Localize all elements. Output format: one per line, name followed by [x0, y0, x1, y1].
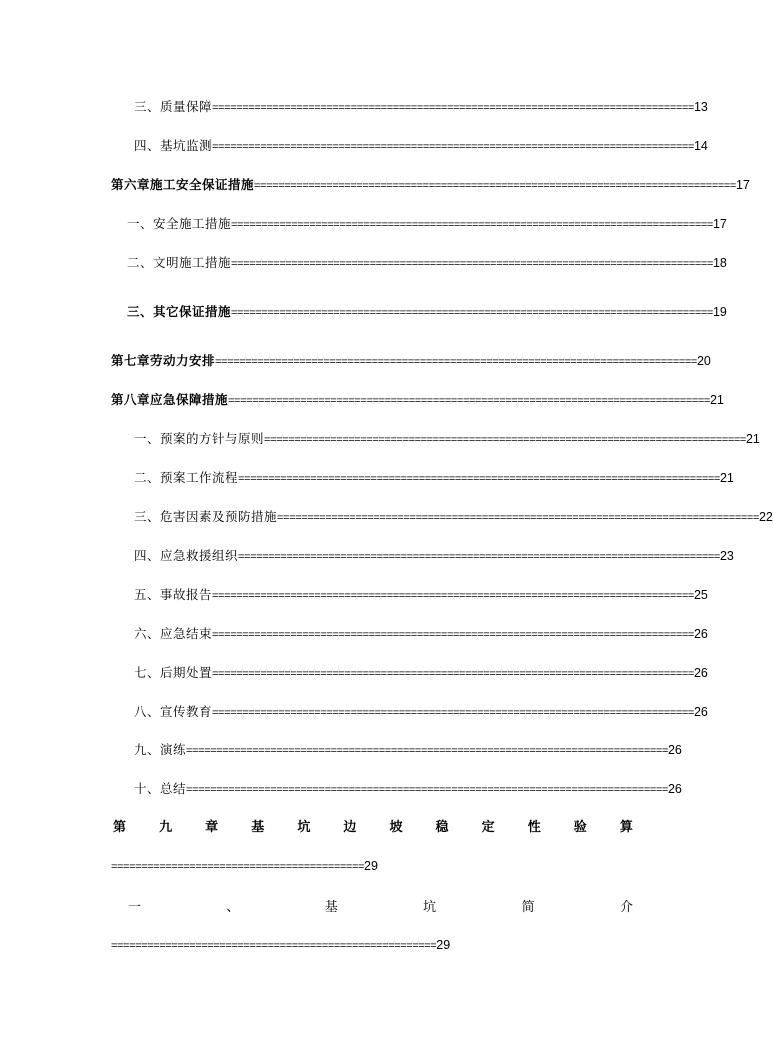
toc-leader: ================================================================================: [215, 356, 697, 368]
toc-char: 边: [343, 820, 357, 835]
toc-char: 一: [128, 900, 142, 915]
toc-leader: ==========================================: [111, 861, 365, 873]
toc-page-number: 14: [693, 139, 708, 153]
toc-entry[interactable]: [134, 138, 708, 154]
toc-entry[interactable]: [134, 548, 734, 564]
toc-entry[interactable]: [134, 509, 773, 525]
toc-entry-title: 三、危害因素及预防措施: [134, 509, 278, 524]
toc-page-number: 19: [712, 305, 727, 319]
toc-leader: ================================================================================: [212, 668, 694, 680]
toc-leader: ================================================================================: [254, 180, 736, 192]
toc-leader: ================================================================================: [228, 395, 710, 407]
toc-char: 九: [159, 820, 173, 835]
toc-leader: ================================================================================: [212, 629, 694, 641]
toc-leader: ================================================================================: [231, 307, 713, 319]
toc-char: 章: [205, 820, 219, 835]
toc-page-number: 21: [719, 471, 734, 485]
toc-entry-title: 第七章劳动力安排: [111, 353, 216, 368]
toc-leader: ================================================================================: [277, 512, 759, 524]
toc-entry-title: 四、应急救援组织: [134, 548, 239, 563]
toc-leader: ================================================================================: [231, 258, 713, 270]
toc-entry-title: 二、预案工作流程: [134, 470, 239, 485]
toc-page-number: 21: [745, 432, 760, 446]
toc-leader: ================================================================================: [212, 707, 694, 719]
toc-entry-title: 二、文明施工措施: [127, 255, 232, 270]
toc-entry[interactable]: [134, 99, 708, 115]
toc-char: 坑: [297, 820, 311, 835]
toc-entry-title: 八、宣传教育: [134, 704, 213, 719]
toc-char: 稳: [435, 820, 449, 835]
toc-char: 第: [113, 820, 127, 835]
toc-entry-title: 七、后期处置: [134, 665, 213, 680]
toc-page-number: 29: [364, 859, 378, 873]
toc-chapter-entry[interactable]: [111, 353, 711, 369]
toc-entry-title: 三、其它保证措施: [127, 304, 232, 319]
toc-page-number: 23: [719, 549, 734, 563]
toc-char: 坡: [389, 820, 403, 835]
toc-chapter-entry[interactable]: [111, 392, 724, 408]
toc-page-number: 13: [693, 100, 708, 114]
toc-char: 基: [251, 820, 265, 835]
toc-page-number: 22: [758, 510, 773, 524]
toc-entry-title: 一、安全施工措施: [127, 216, 232, 231]
toc-page-number: 17: [712, 217, 727, 231]
toc-entry[interactable]: [127, 304, 727, 320]
toc-leader: ================================================================================: [212, 141, 694, 153]
toc-leader: ================================================================================: [212, 102, 694, 114]
toc-page-number: 26: [693, 705, 708, 719]
toc-entry[interactable]: [134, 626, 708, 642]
toc-entry[interactable]: [134, 704, 708, 720]
toc-page-number: 25: [693, 588, 708, 602]
toc-leader: ================================================================================: [212, 590, 694, 602]
toc-char: 介: [619, 900, 633, 915]
toc-entry[interactable]: [134, 431, 760, 447]
toc-leader: ================================================================================: [238, 551, 720, 563]
toc-chapter-9-leader-line: [111, 858, 461, 875]
toc-page-number: 21: [709, 393, 724, 407]
toc-char: 简: [521, 900, 535, 915]
toc-entry-title: 十、总结: [134, 781, 187, 796]
toc-section-1-title[interactable]: [128, 900, 633, 916]
toc-char: 基: [324, 900, 338, 915]
toc-entry-title: 四、基坑监测: [134, 138, 213, 153]
toc-entry-title: 一、预案的方针与原则: [134, 431, 265, 446]
toc-page-number: 26: [693, 627, 708, 641]
toc-leader: ================================================================================: [231, 219, 713, 231]
toc-page-number: 29: [436, 938, 451, 952]
toc-entry-title: 第八章应急保障措施: [111, 392, 229, 407]
toc-page-number: 26: [667, 743, 682, 757]
toc-page-number: 26: [693, 666, 708, 680]
toc-page-number: 26: [667, 782, 682, 796]
toc-char: 算: [619, 820, 633, 835]
toc-page-number: 20: [696, 354, 711, 368]
toc-entry-title: 五、事故报告: [134, 587, 213, 602]
toc-entry[interactable]: [134, 781, 682, 797]
toc-entry-title: 三、质量保障: [134, 99, 213, 114]
toc-leader: ================================================================================: [264, 434, 746, 446]
toc-leader: ================================================================================: [186, 784, 668, 796]
toc-entry[interactable]: [127, 216, 727, 232]
toc-chapter-9-title[interactable]: [113, 820, 633, 836]
toc-char: 性: [527, 820, 541, 835]
toc-chapter-entry[interactable]: [111, 177, 750, 193]
toc-char: 定: [481, 820, 495, 835]
toc-leader: ======================================================: [111, 940, 437, 952]
toc-entry[interactable]: [134, 742, 682, 758]
toc-leader: ================================================================================: [186, 745, 668, 757]
toc-entry-title: 第六章施工安全保证措施: [111, 177, 255, 192]
toc-leader: ================================================================================: [238, 473, 720, 485]
toc-section-1-leader-line: [111, 937, 536, 954]
toc-char: 、: [226, 900, 240, 915]
toc-char: 坑: [423, 900, 437, 915]
toc-entry-title: 六、应急结束: [134, 626, 213, 641]
toc-entry[interactable]: [134, 665, 708, 681]
toc-page-number: 17: [735, 178, 750, 192]
toc-page-number: 18: [712, 256, 727, 270]
toc-entry[interactable]: [134, 470, 734, 486]
toc-entry[interactable]: [127, 255, 727, 271]
toc-entry-title: 九、演练: [134, 742, 187, 757]
toc-char: 验: [573, 820, 587, 835]
toc-entry[interactable]: [134, 587, 708, 603]
